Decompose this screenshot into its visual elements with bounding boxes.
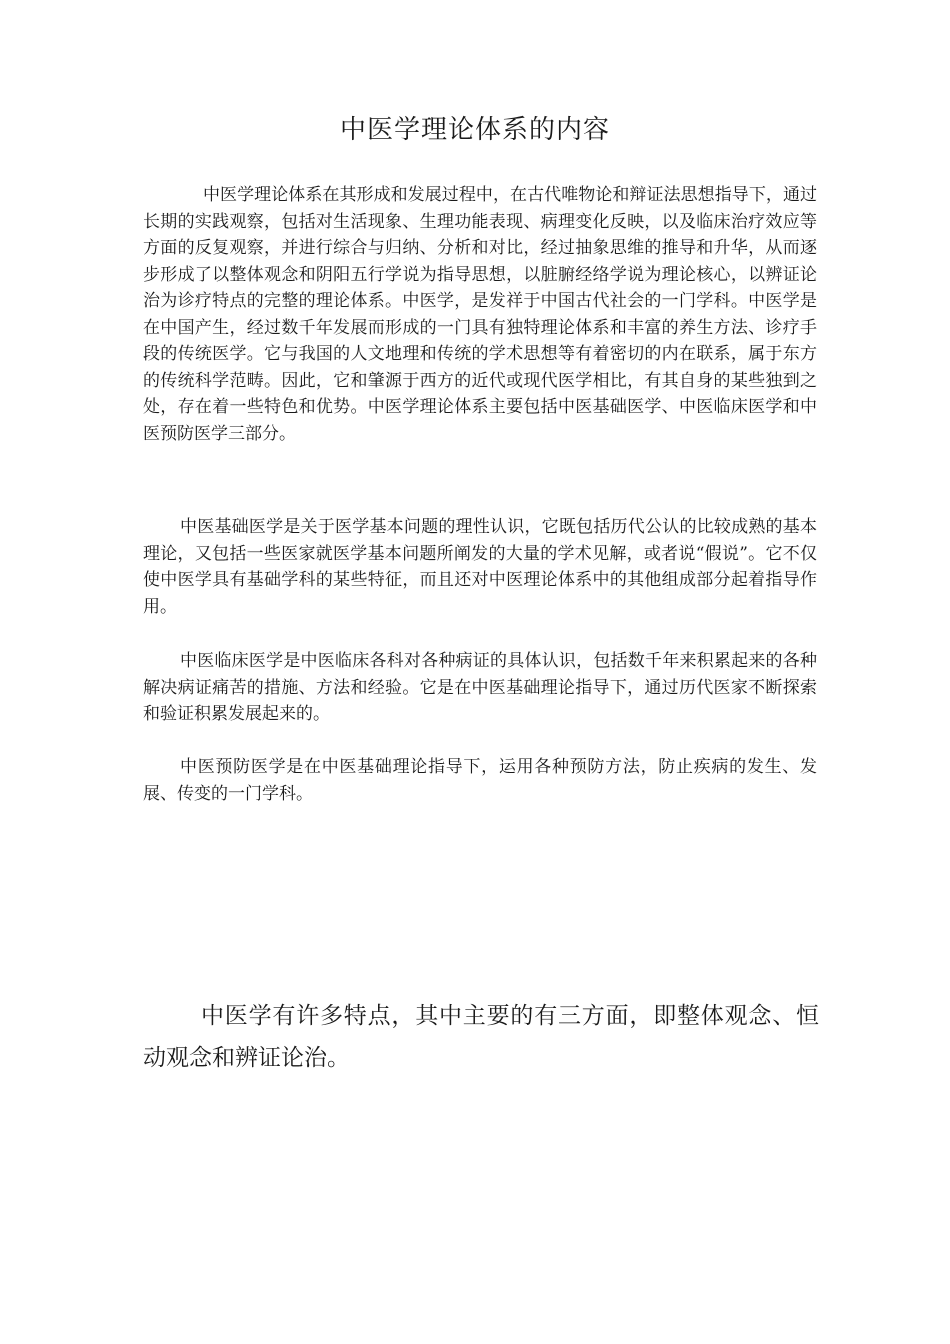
page-title: 中医学理论体系的内容 [339,115,610,145]
paragraph-preventive-medicine: 中医预防医学是在中医基础理论指导下，运用各种预防方法，防止疾病的发生、发展、传变的一门学科。 [143,757,817,804]
paragraph-clinical-medicine: 中医临床医学是中医临床各科对各种病证的具体认识，包括数千年来积累起来的各种解决病证痛苦的措施、方法和经验。它是在中医基础理论指导下，通过历代医家不断探索和验证积累发展起来的。 [143,651,817,724]
paragraph-overview: 中医学理论体系在其形成和发展过程中，在古代唯物论和辩证法思想指导下，通过长期的实践观察，包括对生活现象、生理功能表现、病理变化反映，以及临床治疗效应等方面的反复观察，并进行综合与归纳、分析和对比，经过抽象思维的推导和升华，从而逐步形成了以整体观念和阴阳五行学说为指导思想，以脏腑经络学说为理论核心，以辨证论治为诊疗特点的完整的理论体系。中医学，是发祥于中国古代社会的一门学科。中医学是在中国产生，经过数千年发展而形成的一门具有独特理论体系和丰富的养生方法、诊疗手段的传统医学。它与我国的人文地理和传统的学术思想等有着密切的内在联系，属于东方的传统科学范畴。因此，它和肇源于西方的近代或现代医学相比，有其自身的某些独到之处，存在着一些特色和优势。中医学理论体系主要包括中医基础医学、中医临床医学和中医预防医学三部分。 [143,185,817,444]
paragraph-basic-medicine: 中医基础医学是关于医学基本问题的理性认识，它既包括历代公认的比较成熟的基本理论，又包括一些医家就医学基本问题所阐发的大量的学术见解，或者说“假说”。它不仅使中医学具有基础学科的某些特征，而且还对中医理论体系中的其他组成部分起着指导作用。 [143,517,817,617]
paragraph-characteristics: 中医学有许多特点，其中主要的有三方面，即整体观念、恒动观念和辨证论治。 [143,1003,819,1071]
